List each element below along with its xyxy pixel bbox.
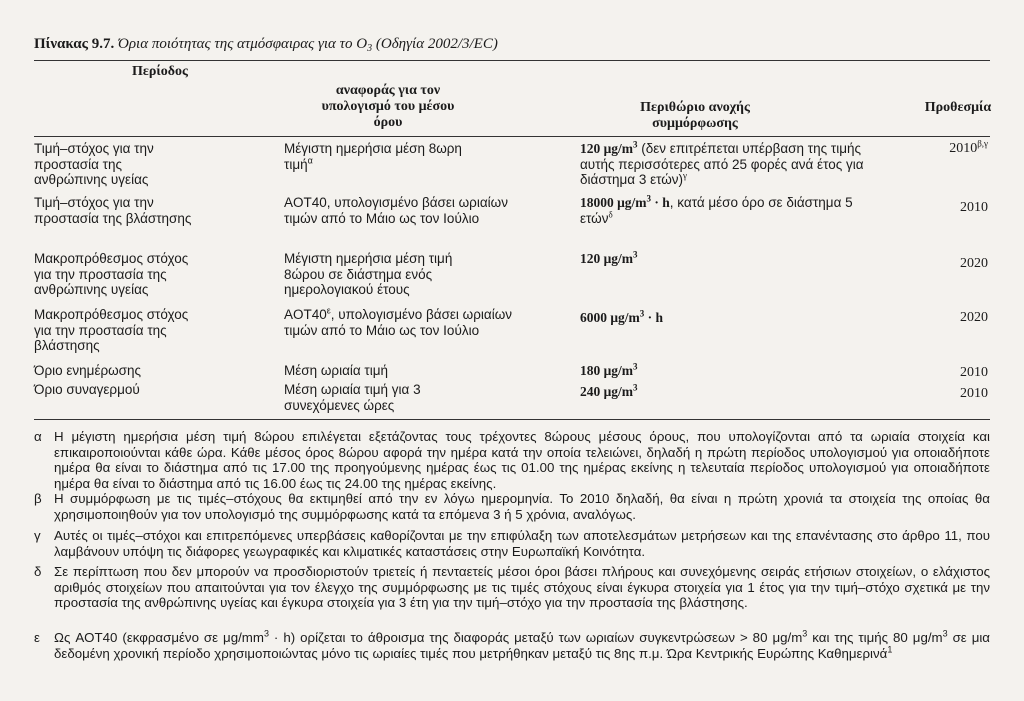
row-4-reference-sup: ε (326, 305, 331, 316)
note-epsilon-text (54, 630, 990, 661)
note-epsilon-part-a: Ως AOT40 (εκφρασμένο σε μg/mm (54, 630, 264, 645)
row-4-tolerance (580, 310, 900, 326)
note-epsilon-sup-d: 1 (887, 644, 893, 655)
note-delta-mark: δ (34, 564, 42, 579)
row-1-tolerance (580, 141, 870, 188)
row-2-period: Τιμή–στόχος για την προστασία της βλάστησης (34, 195, 192, 226)
table-top-rule (34, 60, 990, 61)
note-epsilon (34, 630, 990, 661)
row-1-tolerance-value: 120 μg/m (580, 141, 634, 156)
row-3-period: Μακροπρόθεσμος στόχος για την προστασία της ανθρώπινης υγείας (34, 251, 189, 297)
row-6-tolerance (580, 384, 900, 400)
note-gamma-text: Αυτές οι τιμές–στόχοι και επιτρεπόμενες υπερβάσεις καθορίζονται με την επιφύλαξη των αποτελεσμάτων μετρήσεων και της επανέντασης στο άρθρο 11, που λαμβάνουν υπόψη τις διάφορες γεωγραφικές και κλιματικές καταστάσεις στην Ευρωπαϊκή Κοινότητα. (54, 528, 990, 559)
row-6-tolerance-value: 240 μg/m (580, 384, 634, 399)
row-4-tolerance-value-tail: · h (644, 310, 664, 325)
row-1-tolerance-unit-sup: 3 (633, 139, 638, 150)
note-epsilon-sup-c: 3 (942, 628, 948, 639)
note-beta (34, 491, 990, 522)
header-tolerance: Περιθώριο ανοχής συμμόρφωσης (640, 100, 750, 131)
note-epsilon-mark: ε (34, 630, 40, 645)
table-caption (34, 36, 498, 54)
note-epsilon-part-d: σε μια δεδομένη χρονική περίοδο χρησιμοποιώντας μόνο τις ωριαίες τιμές που μετρήθηκαν μεταξύ τις 8ης π.μ. Ώρα Κεντρικής Ευρώπης Καθημερινά (54, 630, 990, 661)
row-3-tolerance-unit-sup: 3 (633, 249, 638, 260)
note-gamma-mark: γ (34, 528, 41, 543)
table-title: Όρια ποιότητας της ατμόσφαιρας για το O (118, 36, 368, 52)
row-6-deadline: 2010 (960, 386, 988, 401)
row-2-reference: AOT40, υπολογισμένο βάσει ωριαίων τιμών από το Μάιο ως τον Ιούλιο (284, 195, 508, 226)
row-1-reference-sup: α (307, 155, 313, 165)
note-alpha (34, 429, 990, 491)
note-epsilon-part-c: και της τιμής 80 μg/m (807, 630, 943, 645)
note-delta (34, 564, 990, 611)
row-6-reference: Μέση ωριαία τιμή για 3 συνεχόμενες ώρες (284, 382, 421, 413)
row-4-tolerance-value: 6000 μg/m (580, 310, 640, 325)
row-5-reference: Μέση ωριαία τιμή (284, 363, 389, 378)
row-2-tolerance-unit-sup: 3 (646, 193, 652, 204)
note-alpha-mark: α (34, 429, 42, 444)
row-1-deadline-sup: β,γ (977, 138, 988, 149)
note-epsilon-sup-b: 3 (802, 628, 808, 639)
row-3-deadline: 2020 (960, 256, 988, 271)
row-1-tolerance-rest: (δεν επιτρέπεται υπέρβαση της τιμής αυτής περισσότερες από 25 φορές ανά έτος για διάστημα 3 ετών) (580, 141, 864, 187)
table-title-subscript: 3 (367, 43, 373, 54)
row-6-period: Όριο συναγερμού (34, 382, 140, 397)
row-2-deadline: 2010 (960, 200, 988, 215)
note-gamma (34, 528, 990, 559)
row-1-reference (284, 141, 464, 172)
table-number: Πίνακας 9.7. (34, 36, 115, 52)
note-epsilon-part-b: · h) ορίζεται το άθροισμα της διαφοράς μεταξύ των ωριαίων συγκεντρώσεων > 80 μg/m (268, 630, 803, 645)
row-3-reference: Μέγιστη ημερήσια μέση τιμή 8ώρου σε διάστημα ενός ημερολογιακού έτους (284, 251, 453, 297)
row-4-deadline: 2020 (960, 310, 988, 325)
row-1-deadline (928, 138, 988, 157)
row-4-reference-tail: , υπολογισμένο βάσει ωριαίων τιμών από το Μάιο ως τον Ιούλιο (284, 307, 512, 338)
row-1-period: Τιμή–στόχος για την προστασία της ανθρώπινης υγείας (34, 141, 154, 187)
header-reference: αναφοράς για τον υπολογισμό του μέσου όρου (321, 83, 455, 130)
note-alpha-text: Η μέγιστη ημερήσια μέση τιμή 8ώρου επιλέγεται εξετάζοντας τους τρέχοντες 8ώρους μέσους όρους, που υπολογίζονται από τα ωριαία στοιχεία και επικαιροποιούνται κάθε ώρα. Κάθε μέσος όρος 8ώρου αφορά την ημέρα κατά την οποία τελειώνει, δηλαδή η πρώτη περίοδος υπολογισμού για οποιαδήποτε ημέρα θα είναι το διάστημα από τις 17.00 της προηγούμενης ημέρας έως τις 01.00 της ημέρας εκείνης η τελευταία περίοδος υπολογισμού για οποιαδήποτε ημέρα θα είναι το διάστημα από τις 16.00 έως τις 24.00 της ημέρας εκείνης. (54, 429, 990, 491)
header-deadline: Προθεσμία (924, 100, 992, 115)
row-4-reference (284, 307, 514, 338)
row-2-tolerance-sup: δ (608, 209, 613, 219)
note-delta-text: Σε περίπτωση που δεν μπορούν να προσδιοριστούν τριετείς ή πενταετείς μέσοι όροι βάσει πλήρους και συνεχόμενης σειράς ετήσιων στοιχείων, ο ελάχιστος αριθμός στοιχείων που απαιτούνται για τον έλεγχο της συμμόρφωσης με τις τιμές στόχους είναι έγκυρα στοιχεία για 1 έτος για την τιμή–στόχο σχετικά με την προστασία της ανθρώπινης υγείας και έγκυρα στοιχεία για 3 έτη για την τιμή–στόχο για την προστασία της βλάστησης. (54, 564, 990, 611)
row-1-reference-text: Μέγιστη ημερήσια μέση 8ωρη τιμή (284, 141, 462, 172)
row-1-tolerance-sup: γ (683, 170, 688, 181)
header-rule (34, 136, 990, 137)
row-2-tolerance-rest: , κατά μέσο όρο σε διάστημα 5 ετών (580, 195, 853, 226)
row-3-tolerance (580, 251, 900, 267)
row-2-tolerance-value-tail: · h (651, 195, 670, 210)
note-beta-mark: β (34, 491, 42, 506)
row-5-tolerance-unit-sup: 3 (633, 361, 638, 372)
note-epsilon-sup-a: 3 (263, 628, 269, 639)
row-6-tolerance-unit-sup: 3 (633, 382, 638, 393)
table-bottom-rule (34, 419, 990, 420)
row-4-tolerance-unit-sup: 3 (639, 308, 645, 319)
row-2-tolerance-value: 18000 μg/m (580, 195, 647, 210)
header-period: Περίοδος (132, 64, 188, 79)
row-3-tolerance-value: 120 μg/m (580, 251, 634, 266)
row-4-reference-text: AOT40 (284, 307, 327, 322)
row-1-deadline-text: 2010 (949, 141, 978, 156)
row-5-deadline: 2010 (960, 365, 988, 380)
note-beta-text: Η συμμόρφωση με τις τιμές–στόχους θα εκτιμηθεί από την εν λόγω ημερομηνία. Το 2010 δηλαδή, θα είναι η πρώτη χρονιά τα στοιχεία της οποίας θα χρησιμοποιηθούν για τον υπολογισμό της συμμόρφωσης κατά τα επόμενα 3 ή 5 χρόνια, αναλόγως. (54, 491, 990, 522)
row-4-period: Μακροπρόθεσμος στόχος για την προστασία της βλάστησης (34, 307, 189, 353)
row-5-tolerance (580, 363, 900, 379)
row-2-tolerance (580, 195, 870, 226)
row-5-tolerance-value: 180 μg/m (580, 363, 634, 378)
table-title-suffix: (Οδηγία 2002/3/EC) (375, 36, 498, 52)
row-5-period: Όριο ενημέρωσης (34, 363, 142, 378)
